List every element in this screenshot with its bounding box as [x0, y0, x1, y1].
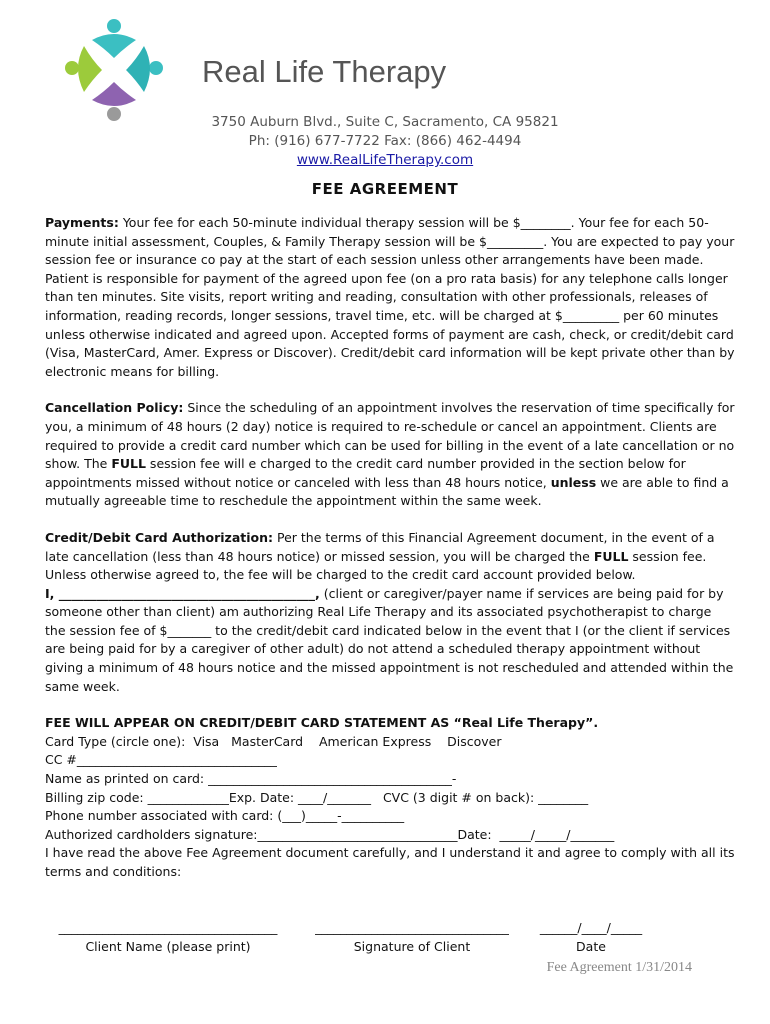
card-type-field[interactable]: Card Type (circle one): Visa MasterCard American Express Discover	[45, 733, 502, 749]
client-signature-line[interactable]: _______________________________	[315, 920, 509, 935]
phone-field[interactable]: Phone number associated with card: (___)_____-__________	[45, 808, 405, 824]
authorization-text-1: Per the terms of this Financial Agreement document, in the event of a late cancellation (less than 48 hours notice) or missed session, you will be charged the	[45, 529, 715, 564]
cancellation-text-3: we are able to find a mutually agreeable time to reschedule the appointment within the same week.	[45, 474, 729, 509]
authorization-text-2: session fee. Unless otherwise agreed to, the fee will be charged to the credit card account provided below.	[45, 548, 707, 583]
cancellation-unless: unless	[550, 474, 597, 490]
card-statement-note: FEE WILL APPEAR ON CREDIT/DEBIT CARD STATEMENT AS “Real Life Therapy”.	[45, 715, 599, 731]
client-name-block	[45, 920, 291, 954]
cardholder-signature-field[interactable]: Authorized cardholders signature:________________________________Date: _____/_____/_______	[45, 826, 615, 842]
signature-row	[45, 920, 735, 960]
cc-number-field[interactable]: CC #________________________________	[45, 752, 277, 768]
payments-text: Your fee for each 50-minute individual therapy session will be $________. Your fee for each 50-minute initial assessment, Couples, & Family Therapy session will be $_________. You are expected to pay your session fee or insurance co pay at the start of each session unless other arrangements have been made. Patient is responsible for payment of the agreed upon fee (on a pro rata basis) for any telephone calls longer than ten minutes. Site visits, report writing and reading, consultation with other professionals, releases of information, reading records, longer sessions, travel time, etc. will be charged at $_________ per 60 minutes unless otherwise indicated and agreed upon. Accepted forms of payment are cash, check, or credit/debit card (Visa, MasterCard, Amer. Express or Discover). Credit/debit card information will be kept private other than by electronic means for billing.	[45, 215, 735, 379]
payments-label: Payments:	[45, 215, 119, 230]
date-label: Date	[576, 939, 606, 954]
authorization-text-3: (client or caregiver/payer name if services are being paid for by someone other than client) am authorizing Real Life Therapy and its associated psychotherapist to charge the session fee of $_______ to the credit/debit card indicated below in the event that I (or the client if services are being paid for by a caregiver of other adult) do not attend a scheduled therapy appointment without giving a minimum of 48 hours notice and the missed appointment is not rescheduled and attended within the same week.	[45, 585, 734, 694]
client-signature-label: Signature of Client	[353, 939, 471, 954]
client-name-line[interactable]: ___________________________________	[58, 920, 278, 935]
date-block	[531, 920, 651, 954]
real-life-therapy-logo	[62, 18, 166, 122]
cancellation-text-2: session fee will e charged to the credit card number provided in the section below for appointments missed without notice or canceled with less than 48 hours notice,	[45, 456, 686, 490]
agreement-body	[45, 214, 735, 882]
cancellation-label: Cancellation Policy:	[45, 400, 184, 416]
authorization-label: Credit/Debit Card Authorization:	[45, 529, 274, 545]
website-link[interactable]: www.RealLifeTherapy.com	[296, 152, 474, 168]
authorization-section	[45, 529, 735, 696]
name-on-card-field[interactable]: Name as printed on card: _______________________________________-	[45, 771, 457, 787]
payments-section	[45, 214, 735, 381]
cancellation-section	[45, 399, 735, 511]
org-name: Real Life Therapy	[202, 54, 447, 89]
agreement-statement: I have read the above Fee Agreement document carefully, and I understand it and agree to comply with all its terms and conditions:	[45, 845, 735, 879]
footer-version: Fee Agreement 1/31/2014	[546, 960, 692, 975]
authorization-full: FULL	[593, 548, 629, 564]
client-name-label: Client Name (please print)	[85, 939, 251, 954]
billing-zip-exp-cvc-field[interactable]: Billing zip code: _____________Exp. Date: ____/_______ CVC (3 digit # on back): ________	[45, 789, 589, 805]
address: 3750 Auburn Blvd., Suite C, Sacramento, CA 95821	[211, 114, 559, 130]
client-signature-block	[303, 920, 521, 954]
authorization-i-line[interactable]: I, _________________________________________,	[45, 585, 320, 601]
website-line	[0, 152, 770, 168]
date-line[interactable]: ______/____/_____	[539, 920, 643, 935]
phone-fax: Ph: (916) 677-7722 Fax: (866) 462-4494	[248, 133, 522, 149]
document-title: FEE AGREEMENT	[311, 180, 459, 198]
cancellation-full: FULL	[111, 456, 146, 472]
cancellation-text-1: Since the scheduling of an appointment involves the reservation of time specifically for you, a minimum of 48 hours (2 day) notice is required to re-schedule or cancel an appointment. Clients are required to provide a credit card number which can be used for billing in the event of a late cancellation or no show. The	[45, 400, 735, 472]
